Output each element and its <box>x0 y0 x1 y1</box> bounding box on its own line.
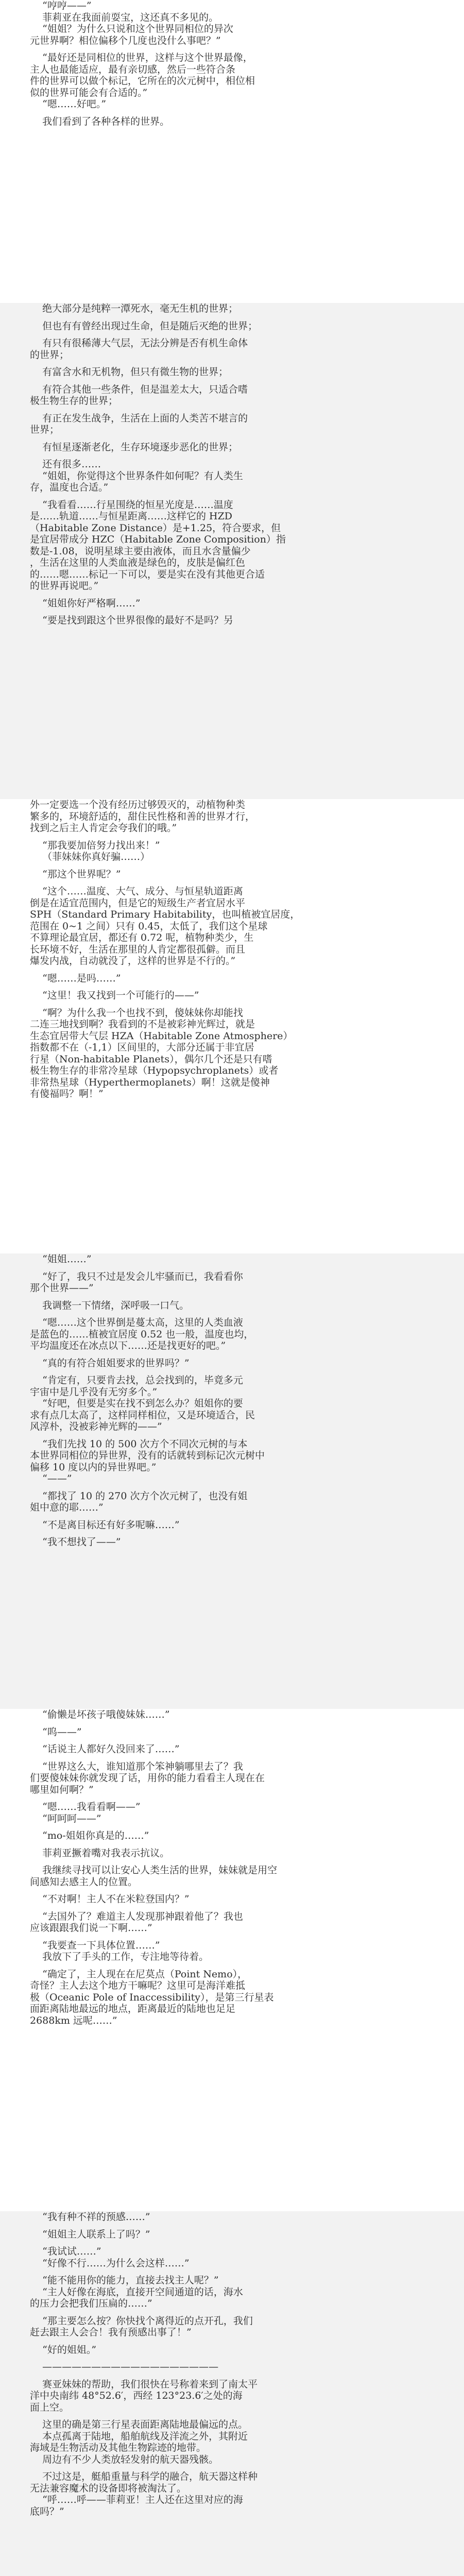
text-line: “姐姐，你觉得这个世界条件如何呢？有人类生 <box>30 470 243 482</box>
text-line: “姐姐主人联系上了吗？” <box>30 2228 150 2240</box>
text-line: 绝大部分是纯粹一潭死水，毫无生机的世界； <box>30 303 238 314</box>
text-line: “这里！我又找到一个可能行的——” <box>30 990 199 1001</box>
paragraph-gap <box>30 1963 428 1969</box>
text-line: 行星（Non-habitable Planets），偶尔几个还是只有嗜 <box>30 1053 272 1065</box>
text-line: 的世界再说吧。” <box>30 580 99 591</box>
paragraph-gap <box>30 407 428 413</box>
text-line: 有正在发生战争，生活在上面的人类苦不堪言的 <box>30 412 248 424</box>
text-line: “姐姐……” <box>30 1253 92 1265</box>
text-line: （菲妹妹你真好骗……） <box>30 851 150 862</box>
text-line: “我试试……” <box>30 2246 101 2257</box>
text-line: 极生物生存的世界； <box>30 395 118 406</box>
text-line: “哼哼——” <box>30 0 92 11</box>
paragraph-gap <box>30 984 428 990</box>
text-line: ，生活在这里的人类血液是绿色的，皮肤是偏红色 <box>30 557 246 568</box>
text-line: 繁多的，环境舒适的，甜住民性格和善的世界才行， <box>30 810 255 822</box>
text-panel-5 <box>0 1709 464 2211</box>
text-line: SPH（Standard Primary Habitability，也叫植被宜居度， <box>30 909 300 920</box>
text-line: 本世界同相位的异世界，没有的话就转到标记次元树中 <box>30 1450 265 1461</box>
text-panel-3 <box>0 799 464 1253</box>
text-line: 偏移 10 度以内的异世界吧。” <box>30 1461 157 1473</box>
paragraph-gap <box>30 436 428 442</box>
text-line: 那个世界——” <box>30 1282 94 1294</box>
text-line: “我不想找了——” <box>30 1536 121 1548</box>
text-line: “去国外了？难道主人发现那神跟着他了？我也 <box>30 1910 243 1922</box>
text-line: 我调整一下情绪，深呼吸一口气。 <box>30 1299 190 1311</box>
text-line: “话说主人都好久没回来了……” <box>30 1743 180 1755</box>
paragraph-gap <box>30 2373 428 2379</box>
text-line: “嗯……这个世界倒是蔓太高，这里的人类血液 <box>30 1317 243 1328</box>
paragraph-gap <box>30 332 428 337</box>
text-line: “呵呵呵——” <box>30 1812 101 1824</box>
text-line: 赶去跟主人会合！我有预感出事了！” <box>30 2327 192 2338</box>
text-panel-4 <box>0 1253 464 1709</box>
text-line: 面距离陆地最远的地点，距离最近的陆地也足足 <box>30 2003 236 2014</box>
paragraph-gap <box>30 1433 428 1438</box>
paragraph-gap <box>30 1294 428 1300</box>
text-line: 主人也最能适应，最有亲切感，然后一些符合条 <box>30 63 236 75</box>
text-line: “世界这么大，谁知道那个笨神躺哪里去了？我 <box>30 1760 243 1772</box>
paragraph-gap <box>30 2240 428 2246</box>
text-line: “那这个世界呢？” <box>30 868 121 880</box>
text-line: 面上空。 <box>30 2401 70 2413</box>
text-line: 我们看到了各种各样的世界。 <box>30 115 170 127</box>
paragraph-gap <box>30 1265 428 1271</box>
text-line: 洋中央南纬 48°52.6′，西经 123°23.6′之处的海 <box>30 2390 243 2401</box>
text-line: 我放下了手头的工作，专注地等待着。 <box>30 1951 209 1962</box>
text-line: —————————————————— <box>30 2361 219 2372</box>
text-line: “嗯……好吧。” <box>30 98 107 110</box>
text-line: 倒是在适宜范围内，但是它的短级生产者宜居水平 <box>30 897 246 909</box>
paragraph-gap <box>30 1859 428 1865</box>
paragraph-gap <box>30 609 428 615</box>
text-line: 件的世界可以做个标记，它所在的次元树中，相位相 <box>30 75 255 87</box>
paragraph-gap <box>30 2465 428 2471</box>
text-line: 姐中意的耶……” <box>30 1502 104 1513</box>
text-line: 这里的确是第三行星表面距离陆地最偏远的点。 <box>30 2419 248 2430</box>
paragraph-gap <box>30 110 428 116</box>
text-line: “肯定有，只要肯去找，总会找到的，毕竟多元 <box>30 1375 243 1386</box>
text-line: “最好还是同相位的世界，这样与这个世界最像， <box>30 52 253 63</box>
text-line: 应该跟跟我们说一下啊……” <box>30 1922 152 1934</box>
paragraph-gap <box>30 880 428 886</box>
text-line: “姐姐？为什么只说和这个世界同相位的异次 <box>30 23 233 35</box>
text-line: 二连三地找到啊？我看到的不是被彩神光辉过，就是 <box>30 1019 255 1030</box>
text-line: 的……嗯……标记一下可以，要是实在没有其他更合适 <box>30 568 265 580</box>
paragraph-gap <box>30 378 428 384</box>
text-line: 宇宙中是几乎没有无穷多个。” <box>30 1386 158 1398</box>
text-line: 非常热星球（Hyperthermoplanets）啊！这就是傻神 <box>30 1076 270 1088</box>
text-line: “姐姐你好严格啊……” <box>30 597 141 609</box>
paragraph-gap <box>30 1905 428 1911</box>
text-line: 无法兼容魔术的设备即将被淘汰了。 <box>30 2482 187 2494</box>
text-line: “主人好像在海底，直接开空间通道的话，海水 <box>30 2286 243 2298</box>
text-line: 范围在 0~1 之间）只有 0.45，太低了，我们这个星球 <box>30 920 268 932</box>
text-line: “真的有符合姐姐要求的世界吗？” <box>30 1357 190 1369</box>
text-line: 极（Oceanic Pole of Inaccessibility），是第三行星表 <box>30 1991 274 2003</box>
text-line: 似的世界可能会有合适的。” <box>30 87 148 98</box>
text-line: “好吧，但要是实在找不到怎么办？姐姐你的要 <box>30 1398 243 1409</box>
text-line: 赛亚妹妹的帮助，我们很快在号称着来到了南太平 <box>30 2378 258 2390</box>
paragraph-gap <box>30 1795 428 1801</box>
text-line: 平均温度还在冰点以下……还是找更好的吧。” <box>30 1340 226 1351</box>
text-line: 间感知去感主人的位置。 <box>30 1876 138 1888</box>
text-line: 周边有不少人类放轻发射的航天器残骸。 <box>30 2453 219 2465</box>
text-line: “那我要加倍努力找出来！” <box>30 839 160 851</box>
text-line: 爆发内战，自动就没了，这样的世界是不行的。” <box>30 955 236 967</box>
text-line: 的世界； <box>30 349 70 361</box>
text-line: 有恒星逐渐老化，生存环境逐步恶化的世界； <box>30 441 238 453</box>
text-line: 是蓝色的……植被宜居度 0.52 也一般，温度也均， <box>30 1328 254 1340</box>
text-line: 的压力会把我们压扁的……” <box>30 2298 152 2309</box>
text-line: 是……轨道……与恒星距离……这样它的 HZD <box>30 511 233 522</box>
text-line: “不对啊！主人不在米粒登国内？” <box>30 1893 190 1905</box>
text-panel-2 <box>0 303 464 799</box>
text-line: 风淳朴，没被彩神光辉的——” <box>30 1421 162 1432</box>
text-line: 海域是生物活动及其他生物踪迹的地带。 <box>30 2442 207 2453</box>
paragraph-gap <box>30 2269 428 2275</box>
text-line: （Habitable Zone Distance）是+1.25，符合要求，但 <box>30 522 281 534</box>
paragraph-gap <box>30 1842 428 1848</box>
text-line: 我继续寻找可以让安心人类生活的世界，妹妹就是用空 <box>30 1865 278 1876</box>
text-line: 菲莉亚撅着嘴对我表示抗议。 <box>30 1847 170 1859</box>
text-line: “呜——” <box>30 1726 82 1738</box>
paragraph-gap <box>30 1824 428 1830</box>
text-line: “好像不行……为什么会这样……” <box>30 2257 190 2269</box>
paragraph-gap <box>30 2310 428 2315</box>
text-line: 不算理论最宜居，都还有 0.72 呢，植物种类少，生 <box>30 932 254 943</box>
text-line: 哪里如何啊？” <box>30 1784 94 1795</box>
text-line: “都找了 10 的 270 次方个次元树了，也没有姐 <box>30 1490 248 1502</box>
text-line: 指数都不在（-1,1）区间里的，大部分还属于非宜居 <box>30 1042 254 1053</box>
text-line: “mo-姐姐你真是的……” <box>30 1830 149 1841</box>
paragraph-gap <box>30 494 428 499</box>
paragraph-gap <box>30 1369 428 1375</box>
paragraph-gap <box>30 1738 428 1743</box>
text-line: 有只有很稀薄大气层，无法分辨是否有机生命体 <box>30 337 248 349</box>
text-line: 外一定要选一个没有经历过够毁灭的，动植物种类 <box>30 799 246 810</box>
text-line: “确定了，主人现在在尼莫点（Point Nemo）， <box>30 1968 248 1980</box>
text-line: 奇怪？主人去这个地方干嘛呢？这里可是海洋难抵 <box>30 1980 246 1991</box>
text-line: 2688km 远呢……” <box>30 2014 117 2026</box>
text-line: 生态宜居带大气层 HZA（Habitable Zone Atmosphere） <box>30 1030 293 1042</box>
text-panel-1 <box>0 0 464 303</box>
text-line: “那主要怎么按？你快找个离得近的点开孔，我们 <box>30 2315 253 2327</box>
text-line: 底吗？” <box>30 2505 64 2517</box>
text-line: “能不能用你的能力，直接去找主人呢？” <box>30 2275 219 2286</box>
text-line: “要是找到跟这个世界很像的最好不是吗？另 <box>30 615 233 626</box>
text-line: 本点孤离于陆地，船舶航线及洋流之外，其附近 <box>30 2430 248 2442</box>
text-line: “——” <box>30 1473 72 1484</box>
paragraph-gap <box>30 1888 428 1893</box>
paragraph-gap <box>30 46 428 52</box>
text-line: “偷懒是坏孩子哦傻妹妹……” <box>30 1709 170 1720</box>
paragraph-gap <box>30 1352 428 1358</box>
text-line: 有富含水和无机物，但只有微生物的世界； <box>30 366 229 378</box>
text-line: “我们先找 10 的 500 次方个不同次元树的与本 <box>30 1438 248 1450</box>
paragraph-gap <box>30 834 428 840</box>
paragraph-gap <box>30 1721 428 1726</box>
paragraph-gap <box>30 315 428 320</box>
text-line: “嗯……我看看啊——” <box>30 1801 141 1812</box>
text-line: 们要傻妹妹你就发现了话，用你的能力看看主人现在在 <box>30 1772 265 1784</box>
text-line: “好了，我只不过是发会儿牢骚而已，我看看你 <box>30 1270 243 1282</box>
text-line: 找到之后主人肯定会夸我们的哦。” <box>30 822 177 834</box>
text-line: 求有点几太高了，这样同样相位，又是环境适合，民 <box>30 1409 255 1421</box>
paragraph-gap <box>30 1311 428 1317</box>
text-line: 数是-1.08，说明星球主要由液体，而且水含量偏少 <box>30 545 251 557</box>
text-line: 不过这是，艇船重量与科学的融合，航天器这样种 <box>30 2471 258 2482</box>
text-line: “呼……呼——菲莉亚！主人还在这里对应的海 <box>30 2494 243 2505</box>
paragraph-gap <box>30 1485 428 1490</box>
text-line: 元世界啊？相位偏移个几度也没什么事吧？” <box>30 35 221 46</box>
text-line: 长环境不好，生活在那里的人肯定都很孤僻。而且 <box>30 943 246 955</box>
text-line: “我要查一下具体位置……” <box>30 1939 160 1951</box>
text-panel-6 <box>0 2211 464 2576</box>
paragraph-gap <box>30 1934 428 1940</box>
text-line: 但也有有曾经出现过生命，但是随后灭绝的世界； <box>30 320 258 332</box>
text-line: “嗯……是吗……” <box>30 972 121 984</box>
paragraph-gap <box>30 2223 428 2229</box>
text-line: “啊？为什么我一个也找不到，傻妹妹你却能找 <box>30 1007 243 1019</box>
paragraph-gap <box>30 2355 428 2361</box>
paragraph-gap <box>30 967 428 973</box>
text-line: 是宜居带成分 HZC（Habitable Zone Composition）指 <box>30 534 286 545</box>
paragraph-gap <box>30 2413 428 2419</box>
paragraph-gap <box>30 592 428 598</box>
text-line: 极生物生存的非常冷星球（Hypopsychroplanets）或者 <box>30 1065 279 1076</box>
text-line: 有傻福吗？啊！” <box>30 1088 104 1099</box>
text-line: “这个……温度、大气、成分、与恒星轨道距离 <box>30 886 243 897</box>
text-line: 菲莉亚在我面前耍宝，这还真不多见的。 <box>30 11 219 23</box>
paragraph-gap <box>30 2338 428 2344</box>
text-line: 世界； <box>30 424 60 435</box>
text-line: 有符合其他一些条件，但是温差太大，只适合嗜 <box>30 383 248 395</box>
text-line: “我有种不祥的预感……” <box>30 2211 150 2223</box>
paragraph-gap <box>30 453 428 459</box>
paragraph-gap <box>30 863 428 869</box>
text-line: “好的姐姐。” <box>30 2344 97 2355</box>
paragraph-gap <box>30 1755 428 1761</box>
paragraph-gap <box>30 1002 428 1007</box>
paragraph-gap <box>30 1531 428 1536</box>
text-line: 还有很多…… <box>30 459 101 470</box>
paragraph-gap <box>30 1514 428 1519</box>
text-line: “不是离目标还有好多呢嘛……” <box>30 1519 180 1531</box>
text-line: “我看看……行星围绕的恒星光度是……温度 <box>30 499 233 511</box>
text-line: 存，温度也合适。” <box>30 482 109 493</box>
paragraph-gap <box>30 361 428 366</box>
